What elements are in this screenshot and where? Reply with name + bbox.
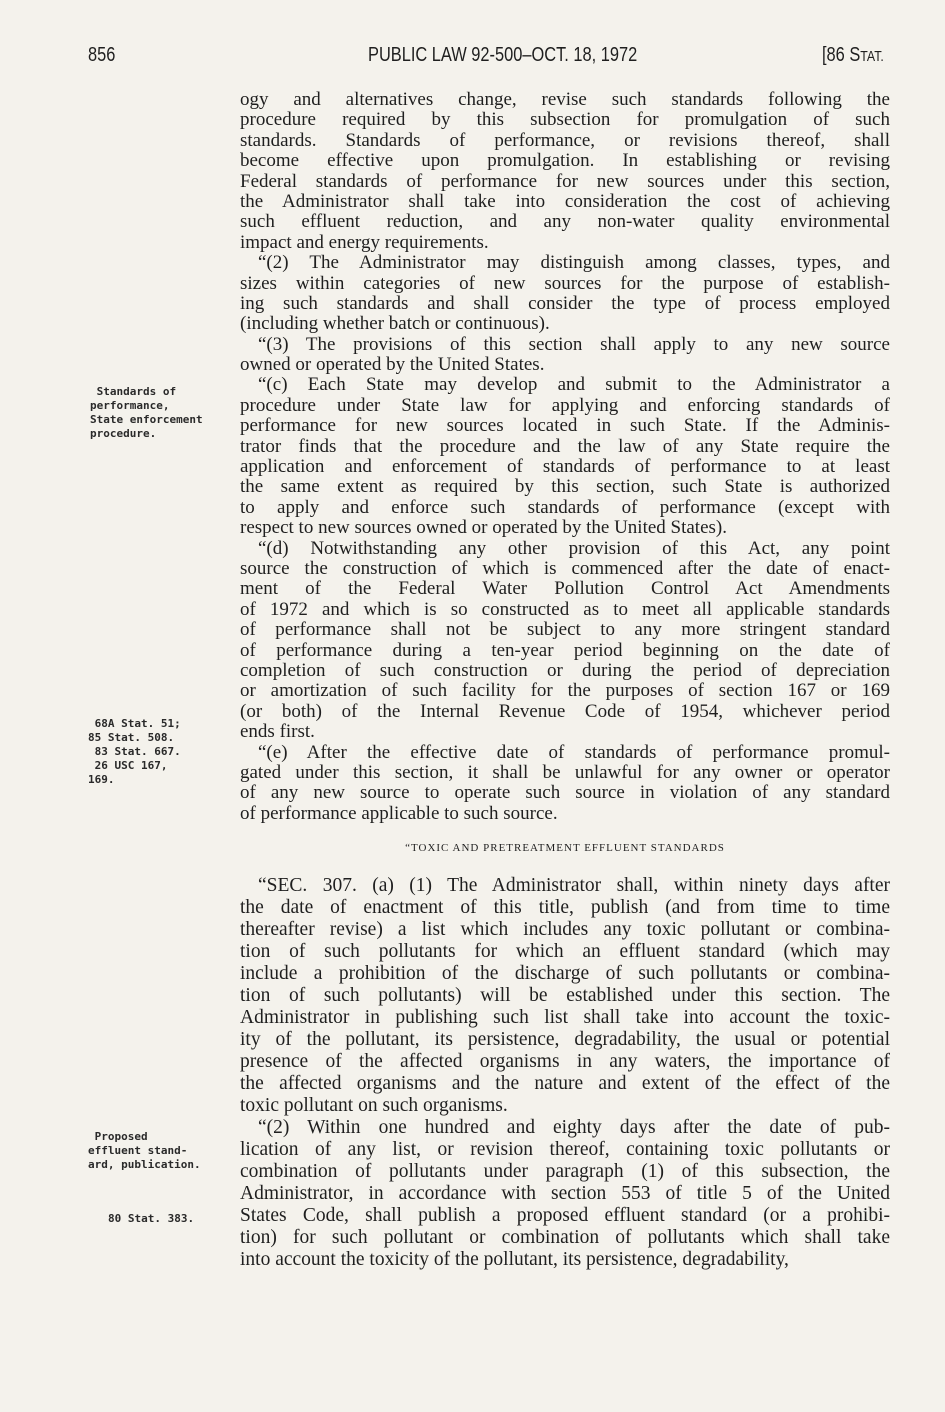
text-line: become effective upon promulgation. In establishing or revising	[240, 150, 890, 172]
text-line: into account the toxicity of the pollutant, its persistence, degradability,	[240, 1249, 789, 1270]
text-line: standards. Standards of performance, or revisions thereof, shall	[240, 129, 890, 151]
stat-suffix: TAT.	[860, 48, 884, 65]
text-line: completion of such construction or during the period of depreciation	[240, 659, 890, 681]
note-line: 83 Stat. 667.	[88, 745, 181, 758]
text-line: of any new source to operate such source in violation of any standard	[240, 782, 890, 804]
paragraph	[240, 875, 890, 1117]
text-line: of performance shall not be subject to any more stringent standard	[240, 619, 890, 641]
text-line: procedure under State law for applying and enforcing standards of	[240, 394, 890, 416]
text-line: tion of such pollutants) will be established under this section. The	[240, 985, 890, 1006]
note-line: 68A Stat. 51;	[88, 717, 181, 730]
note-line: Proposed	[88, 1130, 148, 1143]
text-line: “(3) The provisions of this section shall apply to any new source	[258, 333, 890, 355]
note-line: procedure.	[90, 427, 157, 440]
text-line: “(2) Within one hundred and eighty days after the date of pub-	[258, 1117, 890, 1138]
note-line: 169.	[88, 773, 115, 786]
paragraph	[240, 253, 890, 335]
text-line: the Administrator shall take into consideration the cost of achieving	[240, 190, 890, 212]
text-line: “(e) After the effective date of standards of performance promul-	[258, 741, 890, 763]
paragraph	[240, 743, 890, 825]
text-line: the date of enactment of this title, publish (and from time to time	[240, 897, 890, 918]
text-line: ogy and alternatives change, revise such standards following the	[240, 89, 890, 110]
paragraph	[240, 539, 890, 743]
text-line: Administrator in publishing such list shall take into account the toxic-	[240, 1007, 890, 1028]
paragraph	[240, 90, 890, 253]
margin-note-citations	[88, 717, 181, 787]
text-line: presence of the affected organisms in any waters, the importance of	[240, 1051, 890, 1072]
note-line: effluent stand-	[88, 1144, 188, 1157]
text-line: source the construction of which is commenced after the date of enact-	[240, 557, 890, 579]
text-line: toxic pollutant on such organisms.	[240, 1095, 508, 1116]
text-line: impact and energy requirements.	[240, 231, 489, 253]
text-line: “(2) The Administrator may distinguish among classes, types, and	[258, 252, 890, 274]
text-line: the same extent as required by this section, such State is authorized	[240, 476, 890, 498]
text-line: performance for new sources located in such State. If the Adminis-	[240, 415, 890, 437]
text-line: “(c) Each State may develop and submit to the Administrator a	[258, 374, 890, 396]
text-line: tion of such pollutants for which an effluent standard (which may	[240, 941, 890, 962]
text-line: lication of any list, or revision thereof, containing toxic pollutants or	[240, 1139, 890, 1160]
text-line: to apply and enforce such standards of performance (except with	[240, 496, 890, 518]
page-number: 856	[88, 44, 116, 66]
text-line: the affected organisms and the nature and extent of the effect of the	[240, 1073, 890, 1094]
note-line: 80 Stat. 383.	[108, 1212, 195, 1225]
text-line: (including whether batch or continuous).	[240, 313, 550, 335]
note-line: State enforcement	[90, 413, 203, 426]
margin-note-state-enforcement	[90, 385, 203, 441]
text-line: owned or operated by the United States.	[240, 354, 545, 376]
text-line: gated under this section, it shall be unlawful for any owner or operator	[240, 761, 890, 783]
text-line: trator finds that the procedure and the law of any State require the	[240, 435, 890, 457]
text-line: or amortization of such facility for the purposes of section 167 or 169	[240, 680, 890, 702]
text-line: such effluent reduction, and any non-water quality environmental	[240, 211, 890, 233]
running-title: PUBLIC LAW 92-500–OCT. 18, 1972	[368, 44, 638, 66]
text-line: of 1972 and which is so constructed as to meet all applicable standards	[240, 598, 890, 620]
text-line: (or both) of the Internal Revenue Code of 1954, whichever period	[240, 700, 890, 722]
text-line: thereafter revise) a list which includes any toxic pollutant or combina-	[240, 919, 890, 940]
text-line: sizes within categories of new sources for the purpose of establish-	[240, 272, 890, 294]
note-line: Standards of	[90, 385, 177, 398]
paragraph	[240, 375, 890, 538]
text-line: ing such standards and shall consider the type of process employed	[240, 292, 890, 314]
text-line: application and enforcement of standards of performance to at least	[240, 456, 890, 478]
text-line: States Code, shall publish a proposed effluent standard (or a prohibi-	[240, 1205, 890, 1226]
stat-prefix: [86 S	[822, 44, 861, 66]
text-line: “(d) Notwithstanding any other provision of this Act, any point	[258, 537, 890, 559]
text-line: ity of the pollutant, its persistence, degradability, the usual or potential	[240, 1029, 890, 1050]
paragraph	[240, 335, 890, 376]
text-line: include a prohibition of the discharge of such pollutants or combina-	[240, 963, 890, 984]
note-line: performance,	[90, 399, 170, 412]
section-heading: “TOXIC AND PRETREATMENT EFFLUENT STANDARDS	[405, 842, 725, 854]
margin-note-proposed-standard	[88, 1130, 201, 1172]
note-line: 26 USC 167,	[88, 759, 168, 772]
text-line: respect to new sources owned or operated by the United States).	[240, 517, 727, 539]
text-line: “SEC. 307. (a) (1) The Administrator shall, within ninety days after	[258, 875, 890, 896]
text-line: combination of pollutants under paragraph (1) of this subsection, the	[240, 1161, 890, 1182]
margin-note-80-stat-383	[108, 1212, 194, 1226]
note-line: ard, publication.	[88, 1158, 201, 1171]
text-line: Administrator, in accordance with section 553 of title 5 of the United	[240, 1183, 890, 1204]
section-307-text	[240, 875, 890, 1271]
text-line: procedure required by this subsection for promulgation of such	[240, 109, 890, 131]
stat-volume	[822, 44, 884, 67]
text-line: of performance applicable to such source.	[240, 802, 558, 824]
text-line: ment of the Federal Water Pollution Control Act Amendments	[240, 578, 890, 600]
text-line: of performance during a ten-year period beginning on the date of	[240, 639, 890, 661]
text-line: Federal standards of performance for new sources under this section,	[240, 170, 890, 192]
paragraph	[240, 1117, 890, 1271]
note-line: 85 Stat. 508.	[88, 731, 175, 744]
section-306-text	[240, 90, 890, 824]
text-line: tion) for such pollutant or combination of pollutants which shall take	[240, 1227, 890, 1248]
text-line: ends first.	[240, 721, 315, 743]
